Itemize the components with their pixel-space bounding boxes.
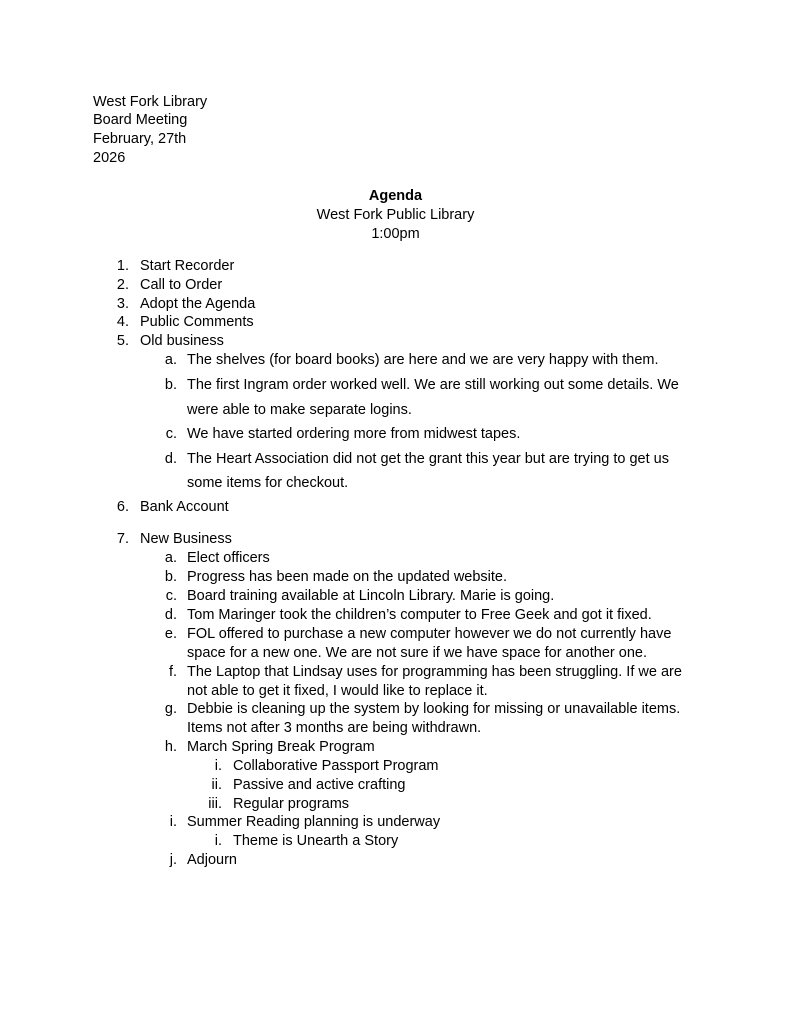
list-item: Call to Order	[140, 277, 223, 293]
sub-list-letter: d.	[164, 451, 177, 467]
sub-list-letter: g.	[164, 701, 177, 717]
sub-list-letter: j.	[169, 852, 177, 868]
sub-list-item-continuation: Items not after 3 months are being withdrawn.	[187, 720, 482, 736]
sub-list-letter: c.	[165, 588, 177, 604]
list-number: 7.	[116, 531, 129, 547]
list-number: 4.	[116, 314, 129, 330]
sub-list-item: Debbie is cleaning up the system by looking for missing or unavailable items.	[187, 701, 681, 717]
agenda-time: 1:00pm	[371, 226, 420, 242]
sub-list-letter: b.	[164, 569, 177, 585]
sub-list-item: The first Ingram order worked well. We are still working out some details. We	[187, 377, 679, 393]
agenda-title: Agenda	[368, 188, 423, 204]
sub-sub-list-item: Passive and active crafting	[233, 777, 406, 793]
list-number: 3.	[116, 296, 129, 312]
sub-list-item: Tom Maringer took the children’s computer to Free Geek and got it fixed.	[187, 607, 652, 623]
sub-list-letter: c.	[165, 426, 177, 442]
sub-sub-list-item: Collaborative Passport Program	[233, 758, 439, 774]
meeting-year: 2026	[93, 150, 126, 166]
agenda-org: West Fork Public Library	[316, 207, 475, 223]
sub-list-item: March Spring Break Program	[187, 739, 375, 755]
sub-list-item-continuation: not able to get it fixed, I would like to replace it.	[187, 683, 488, 699]
list-item: Public Comments	[140, 314, 254, 330]
list-item: Bank Account	[140, 499, 229, 515]
meeting-type: Board Meeting	[93, 112, 188, 128]
sub-sub-list-item: Theme is Unearth a Story	[233, 833, 399, 849]
sub-list-item: The Heart Association did not get the grant this year but are trying to get us	[187, 451, 669, 467]
list-item: Old business	[140, 333, 224, 349]
sub-list-letter: b.	[164, 377, 177, 393]
sub-list-item-continuation: space for a new one. We are not sure if we have space for another one.	[187, 645, 647, 661]
sub-sub-list-numeral: i.	[214, 833, 222, 849]
sub-list-item: Summer Reading planning is underway	[187, 814, 441, 830]
sub-sub-list-numeral: iii.	[208, 796, 222, 812]
list-number: 1.	[116, 258, 129, 274]
list-number: 5.	[116, 333, 129, 349]
list-item: New Business	[140, 531, 232, 547]
meeting-date: February, 27th	[93, 131, 187, 147]
sub-list-letter: a.	[164, 550, 177, 566]
sub-list-item-continuation: some items for checkout.	[187, 475, 349, 491]
sub-list-item: The shelves (for board books) are here and we are very happy with them.	[187, 352, 659, 368]
sub-list-item: Elect officers	[187, 550, 270, 566]
sub-list-item: Adjourn	[187, 852, 237, 868]
sub-list-item: The Laptop that Lindsay uses for programming has been struggling. If we are	[187, 664, 682, 680]
sub-list-item-continuation: were able to make separate logins.	[187, 402, 412, 418]
sub-list-letter: a.	[164, 352, 177, 368]
sub-sub-list-item: Regular programs	[233, 796, 350, 812]
sub-list-item: FOL offered to purchase a new computer however we do not currently have	[187, 626, 672, 642]
sub-list-item: Progress has been made on the updated website.	[187, 569, 508, 585]
sub-sub-list-numeral: i.	[214, 758, 222, 774]
sub-list-letter: f.	[168, 664, 177, 680]
library-name: West Fork Library	[93, 94, 208, 110]
sub-sub-list-numeral: ii.	[211, 777, 222, 793]
sub-list-item: Board training available at Lincoln Library. Marie is going.	[187, 588, 555, 604]
list-number: 2.	[116, 277, 129, 293]
list-number: 6.	[116, 499, 129, 515]
sub-list-letter: i.	[169, 814, 177, 830]
list-item: Adopt the Agenda	[140, 296, 256, 312]
list-item: Start Recorder	[140, 258, 235, 274]
sub-list-letter: h.	[164, 739, 177, 755]
sub-list-letter: e.	[164, 626, 177, 642]
sub-list-item: We have started ordering more from midwest tapes.	[187, 426, 521, 442]
sub-list-letter: d.	[164, 607, 177, 623]
